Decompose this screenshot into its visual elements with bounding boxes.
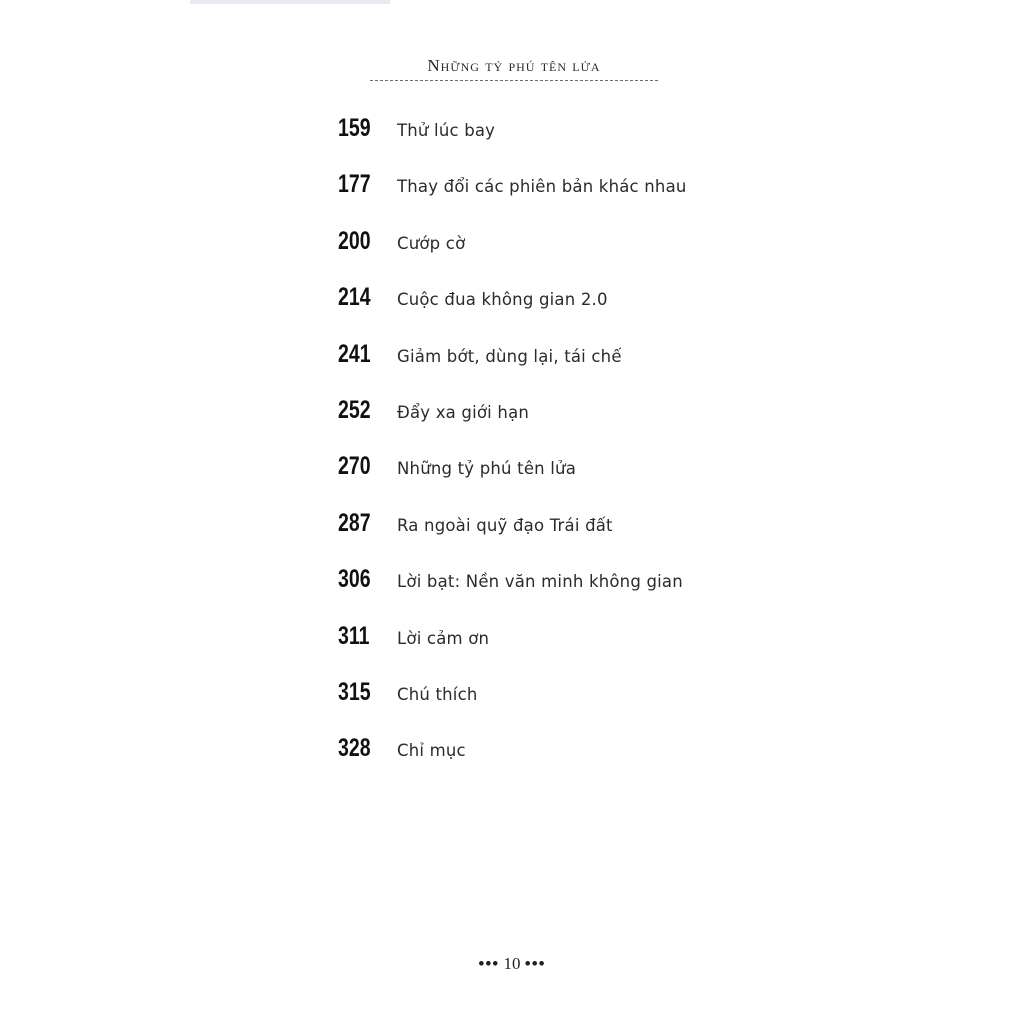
toc-entry (338, 509, 738, 565)
toc-entry (338, 622, 738, 678)
toc-page-number: 200 (338, 226, 371, 255)
toc-entry (338, 227, 738, 283)
toc-entry (338, 565, 738, 621)
toc-entry (338, 114, 738, 170)
toc-page-number: 214 (338, 283, 371, 312)
toc-chapter-title: Lời cảm ơn (397, 628, 490, 648)
toc-chapter-title: Cướp cờ (397, 233, 466, 253)
toc-chapter-title: Ra ngoài quỹ đạo Trái đất (397, 515, 613, 535)
toc-chapter-title: Thử lúc bay (397, 121, 496, 140)
toc-page-number: 311 (338, 621, 370, 650)
toc-entry (338, 678, 738, 734)
toc-chapter-title: Đẩy xa giới hạn (397, 402, 530, 422)
toc-page-number: 306 (338, 565, 371, 594)
toc-entry (338, 340, 738, 396)
toc-chapter-title: Chú thích (397, 684, 478, 704)
page-edge-shadow (190, 0, 390, 4)
toc-entry (338, 283, 738, 339)
toc-entry (338, 170, 738, 226)
toc-page-number: 270 (338, 452, 371, 481)
toc-page-number: 328 (338, 734, 371, 763)
toc-entry (338, 734, 738, 790)
toc-entry (338, 396, 738, 452)
page-folio (440, 954, 584, 974)
toc-entry (338, 452, 738, 508)
toc-chapter-title: Chỉ mục (397, 741, 466, 761)
header-dashed-rule (370, 80, 658, 81)
toc-page-number: 241 (338, 339, 371, 368)
running-header: Những tỷ phú tên lửa (427, 56, 601, 75)
toc-page-number: 315 (338, 677, 371, 706)
toc-chapter-title: Cuộc đua không gian 2.0 (397, 290, 608, 310)
toc-chapter-title: Những tỷ phú tên lửa (397, 459, 577, 479)
table-of-contents (338, 114, 738, 791)
toc-page-number: 177 (338, 170, 371, 199)
toc-chapter-title: Thay đổi các phiên bản khác nhau (397, 177, 687, 197)
folio-page-number: 10 (503, 954, 521, 973)
folio-dots-right: ••• (524, 954, 546, 973)
toc-chapter-title: Lời bạt: Nền văn minh không gian (397, 572, 683, 592)
toc-chapter-title: Giảm bớt, dùng lại, tái chế (397, 346, 622, 366)
toc-page-number: 287 (338, 508, 371, 537)
toc-page-number: 159 (338, 114, 371, 142)
folio-dots-left: ••• (478, 954, 500, 973)
toc-page-number: 252 (338, 395, 371, 424)
